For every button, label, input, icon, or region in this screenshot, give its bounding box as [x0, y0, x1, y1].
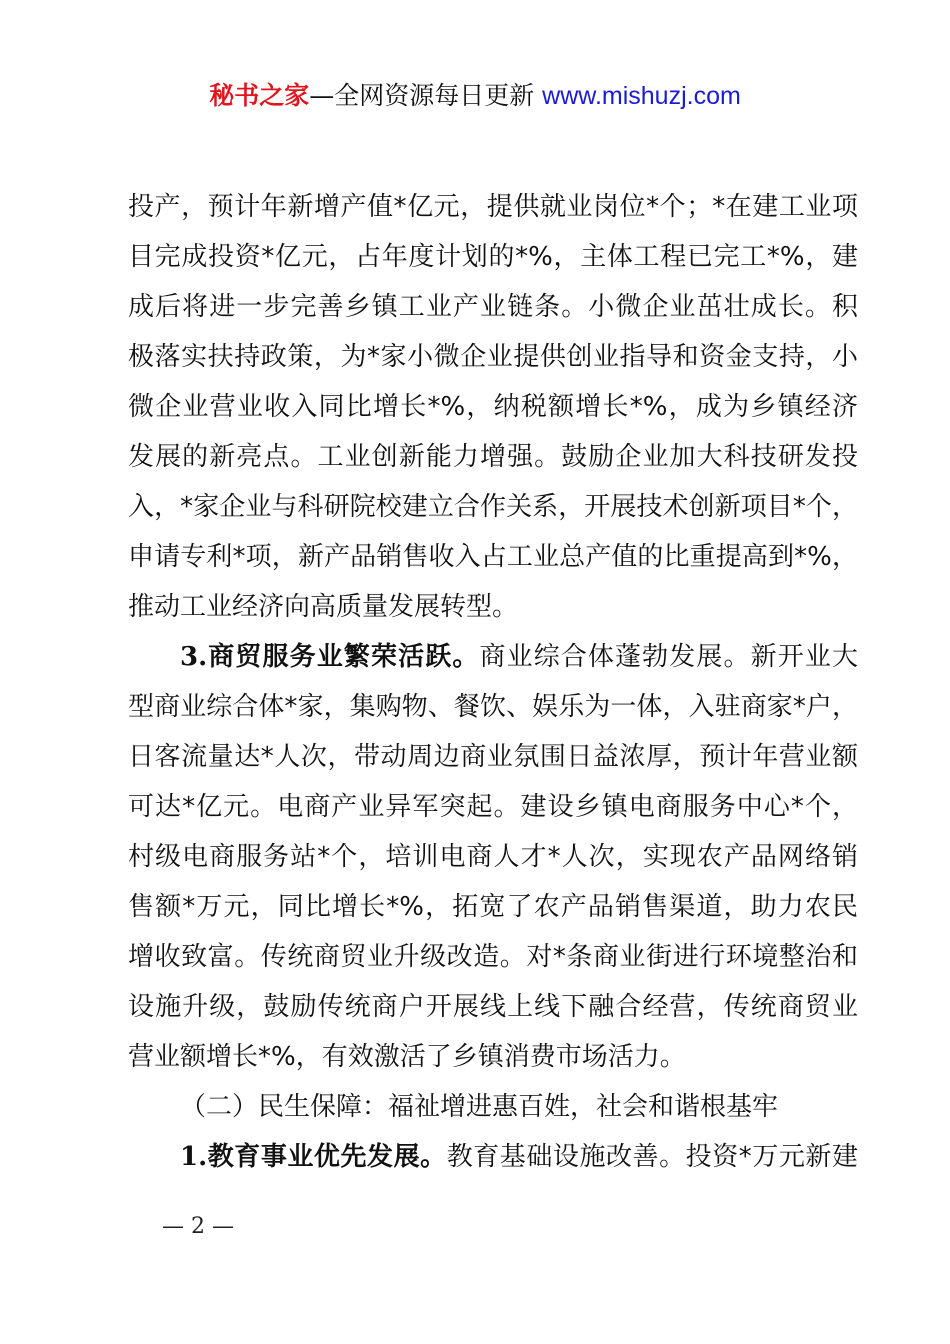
section-heading: （二）民生保障：福祉增进惠百姓，社会和谐根基牢 [180, 1092, 779, 1122]
text-line: 型商业综合体*家，集购物、餐饮、娱乐为一体，入驻商家*户， [128, 692, 858, 722]
document-body [128, 182, 858, 1182]
text-line: 增收致富。传统商贸业升级改造。对*条商业街进行环境整治和 [128, 942, 858, 972]
site-tagline: —全网资源每日更新 [309, 81, 543, 110]
paragraph-commerce [128, 632, 858, 1082]
text-line: 推动工业经济向高质量发展转型。 [128, 592, 519, 622]
text-line: 微企业营业收入同比增长*%，纳税额增长*%，成为乡镇经济 [128, 392, 858, 422]
site-brand: 秘书之家 [209, 81, 310, 110]
text-line: 成后将进一步完善乡镇工业产业链条。小微企业茁壮成长。积 [128, 292, 858, 322]
text-line: 售额*万元，同比增长*%，拓宽了农产品销售渠道，助力农民 [128, 892, 858, 922]
paragraph-first-line [128, 632, 858, 682]
paragraph-education [128, 1132, 858, 1182]
paragraph-first-line [128, 1132, 858, 1182]
item-number: 1. [180, 1142, 208, 1172]
text-line: 投产，预计年新增产值*亿元，提供就业岗位*个；*在建工业项 [128, 192, 858, 222]
text-line: 日客流量达*人次，带动周边商业氛围日益浓厚，预计年营业额 [128, 742, 858, 772]
text-line: 营业额增长*%，有效激活了乡镇消费市场活力。 [128, 1042, 686, 1072]
text-line: 村级电商服务站*个，培训电商人才*人次，实现农产品网络销 [128, 842, 858, 872]
paragraph-heading: 商贸服务业繁荣活跃。 [207, 642, 480, 672]
text-line: 申请专利*项，新产品销售收入占工业总产值的比重提高到*%， [128, 542, 858, 572]
paragraph-industry-continued [128, 182, 858, 632]
page-number: — 2 — [162, 1214, 234, 1239]
text-line: 极落实扶持政策，为*家小微企业提供创业指导和资金支持，小 [128, 342, 858, 372]
text-line: 发展的新亮点。工业创新能力增强。鼓励企业加大科技研发投 [128, 442, 858, 472]
text-line: 设施升级，鼓励传统商户开展线上线下融合经营，传统商贸业 [128, 992, 858, 1022]
text-line: 入，*家企业与科研院校建立合作关系，开展技术创新项目*个， [128, 492, 858, 522]
text-line: 可达*亿元。电商产业异军突起。建设乡镇电商服务中心*个， [128, 792, 858, 822]
paragraph-text: 商业综合体蓬勃发展。新开业大 [479, 642, 858, 672]
paragraph-text: 教育基础设施改善。投资*万元新建 [446, 1142, 858, 1172]
site-header [0, 80, 950, 112]
site-url-link[interactable]: www.mishuzj.com [542, 82, 741, 110]
paragraph-heading: 教育事业优先发展。 [207, 1142, 447, 1172]
item-number: 3. [180, 642, 208, 672]
text-line: 目完成投资*亿元，占年度计划的*%，主体工程已完工*%，建 [128, 242, 858, 272]
